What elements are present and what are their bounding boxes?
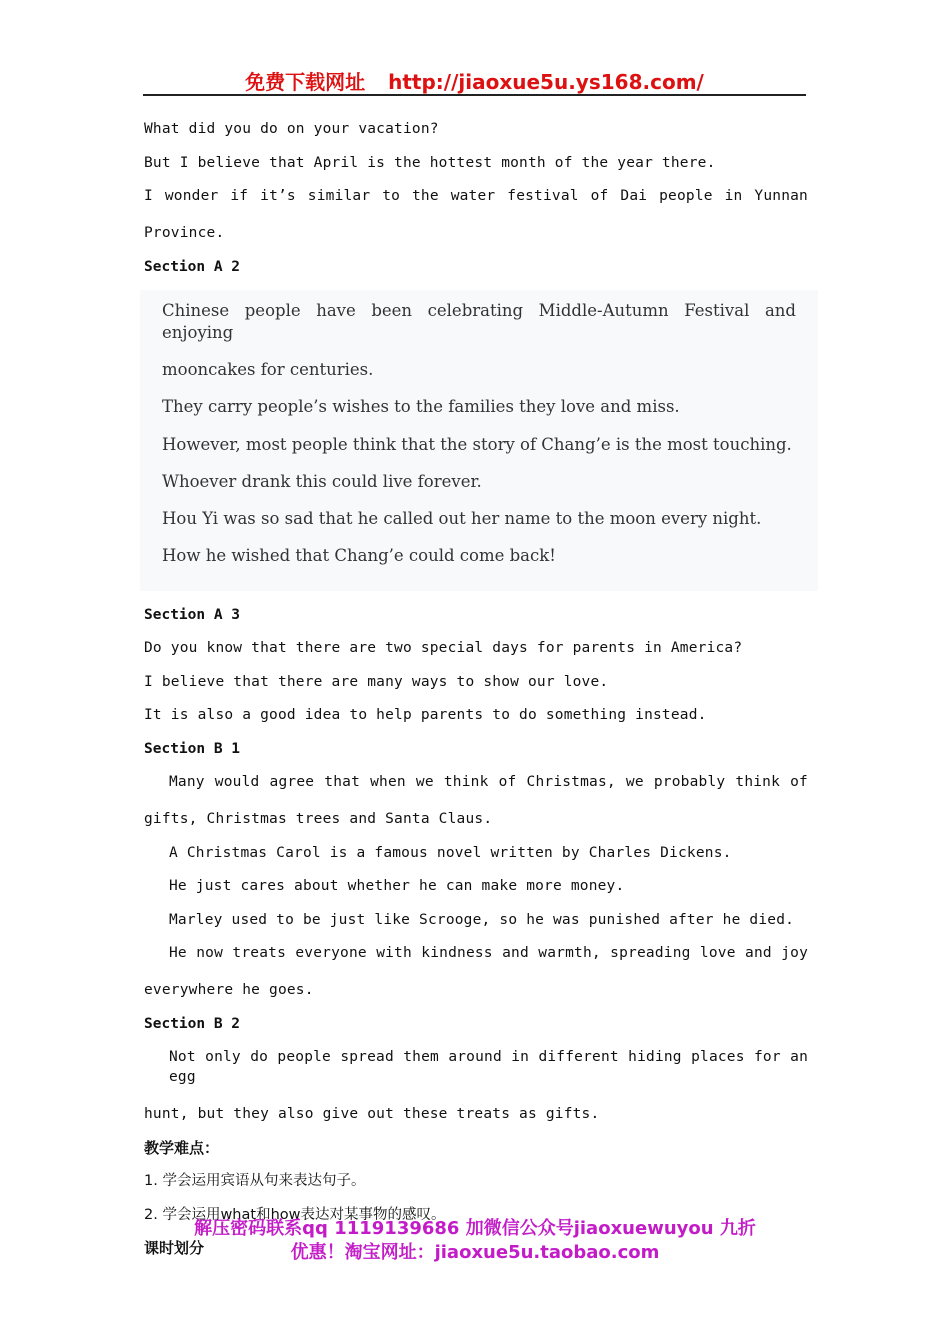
a2-line: Whoever drank this could live forever. <box>162 471 482 491</box>
intro-line: Province. <box>144 225 225 241</box>
section-b2-title: Section B 2 <box>144 1015 241 1032</box>
a2-line: mooncakes for centuries. <box>162 360 374 379</box>
b1-line: Many would agree that when we think of Christmas, we probably think of <box>169 774 808 791</box>
b1-line: Marley used to be just like Scrooge, so he was punished after he died. <box>169 911 795 928</box>
a2-line: They carry people’s wishes to the families they love and miss. <box>162 397 680 417</box>
intro-line: What did you do on your vacation? <box>144 121 439 137</box>
a3-line: I believe that there are many ways to show our love. <box>144 673 609 690</box>
page-header <box>143 66 806 96</box>
difficulty-item: 1. 学会运用宾语从句来表达句子。 <box>144 1173 366 1190</box>
a2-line: Chinese people have been celebrating Middle-Autumn Festival and enjoying <box>162 301 796 342</box>
a3-line: It is also a good idea to help parents to do something instead. <box>144 707 707 724</box>
header-url-link[interactable]: http://jiaoxue5u.ys168.com/ <box>388 70 704 94</box>
a2-line: How he wished that Chang’e could come back! <box>162 546 556 566</box>
b1-line: everywhere he goes. <box>144 982 314 999</box>
b2-line: hunt, but they also give out these treats as gifts. <box>144 1106 600 1123</box>
intro-line: But I believe that April is the hottest month of the year there. <box>144 154 716 171</box>
document-body <box>144 119 808 1272</box>
a2-line: Hou Yi was so sad that he called out her name to the moon every night. <box>162 509 762 529</box>
section-a3-title: Section A 3 <box>144 606 241 623</box>
b1-line: He now treats everyone with kindness and warmth, spreading love and joy <box>169 945 808 962</box>
section-a2-box <box>140 290 818 591</box>
footer-line-1: 解压密码联系qq 1119139686 加微信公众号jiaoxuewuyou 九折 <box>194 1218 756 1239</box>
b1-line: He just cares about whether he can make more money. <box>169 878 625 895</box>
footer-line-2: 优惠！淘宝网址：jiaoxue5u.taobao.com <box>290 1242 660 1263</box>
intro-line: I wonder if it’s similar to the water festival of Dai people in Yunnan <box>144 188 808 204</box>
header-label: 免费下载网址 <box>245 70 366 94</box>
b1-line: gifts, Christmas trees and Santa Claus. <box>144 811 493 828</box>
b1-line: A Christmas Carol is a famous novel written by Charles Dickens. <box>169 844 732 861</box>
a3-line: Do you know that there are two special days for parents in America? <box>144 640 743 657</box>
b2-line: Not only do people spread them around in different hiding places for an egg <box>169 1049 808 1086</box>
section-b1-title: Section B 1 <box>144 740 241 757</box>
difficulty-item: 2. 学会运用what和how表达对某事物的感叹。 <box>144 1206 446 1223</box>
difficulties-title: 教学难点： <box>144 1138 220 1157</box>
section-a2-title: Section A 2 <box>144 258 241 275</box>
a2-line: However, most people think that the story of Chang’e is the most touching. <box>162 434 792 454</box>
schedule-title: 课时划分 <box>144 1239 205 1258</box>
page-footer <box>143 1217 807 1265</box>
